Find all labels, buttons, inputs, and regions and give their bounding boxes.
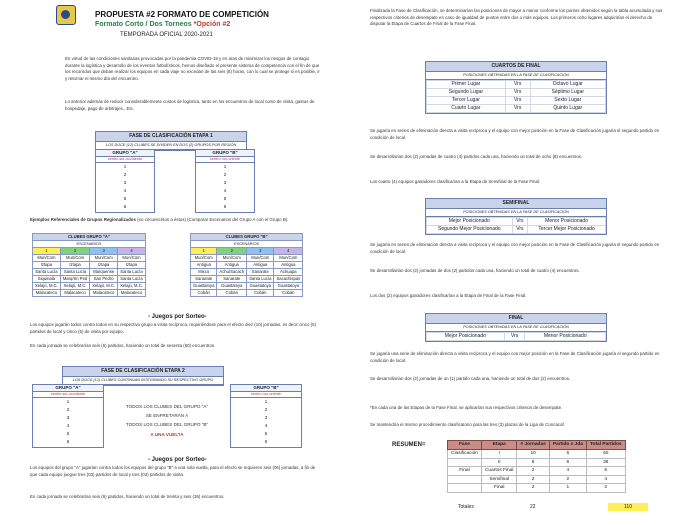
slot-number: 4	[66, 423, 70, 429]
una-vuelta-label: A UNA VUELTA	[150, 432, 184, 437]
club-cell: Iztapa	[90, 262, 118, 269]
team-cell: Sexto Lugar	[530, 96, 605, 104]
final-paragraph-3: *En cada una de las Etapas de la Fase Final, se aplicarían sus respectivos criterios de desempate.	[370, 405, 563, 410]
team-cell: Mejor Posicionado	[427, 217, 513, 225]
slot-number: 2	[264, 407, 268, 413]
subtitle-main: Formato Corto / Dos Torneos	[95, 21, 192, 28]
totales-jornadas: 22	[530, 504, 536, 510]
resumen-label: RESUMEN=	[392, 442, 426, 448]
totales-label: Totales	[458, 504, 474, 510]
matchup-line: TODOS LOS CLUBES DEL GRUPO "A"	[125, 404, 209, 409]
group-a-region: centro sur-occidente	[96, 157, 154, 163]
table-cell: 1	[549, 484, 586, 493]
sorteo2-paragraph-1: Los equipos del grupo "A" jugarían contra todos los equipos del grupo "B" a una sola vuelta, para el efecto se requieren seis (06) jornadas, a fin de que cada equipo juegue tres (03) partidos de local y tres (03) partidos de visita.	[30, 465, 316, 477]
matchup-line: SE ENFRETARÁN A	[145, 413, 189, 418]
table-cell: 8	[586, 467, 625, 476]
club-cell: San Pedro	[90, 276, 118, 283]
table-cell: 2	[517, 475, 549, 484]
group-a-title: GRUPO "A"	[96, 150, 154, 157]
totales-partidos: 110	[608, 503, 648, 511]
final-subtitle: POSICIONES OBTENIDAS EN LA FASE DE CLASIFICACIÓN	[426, 324, 606, 332]
etapa1-group-a	[95, 149, 155, 213]
club-cell: Antigua	[191, 262, 217, 269]
slot-number: 1	[123, 164, 127, 170]
club-cell: Guastatoya	[191, 283, 217, 290]
group-b-region: centro nor-oriente	[196, 157, 254, 163]
semifinal-paragraph-3: Los dos (2) equipos ganadores clasificarían a la Etapa de Final de la Fase Final.	[370, 293, 527, 298]
slot-number: 3	[223, 180, 227, 186]
slot-number: 4	[223, 188, 227, 194]
sorteo1-title: - Juegos por Sorteo-	[148, 314, 207, 320]
table-cell: 4	[586, 475, 625, 484]
table-cell: 10	[517, 450, 549, 459]
cuartos-subtitle: POSICIONES OBTENIDAS EN LA FASE DE CLASIFICACIÓN	[426, 72, 606, 80]
table-cell: Semifinal	[481, 475, 517, 484]
final-paragraph-4: Se mantendría el mismo procedimiento clasificatorio para las tres (3) plazas de la Liga de Concacaf.	[370, 422, 565, 427]
subtitle-option: *Opción #2	[193, 21, 231, 28]
club-cell: Mun/Com	[33, 255, 61, 262]
final-paragraph-2: Se desarrollarían dos (2) jornadas de un (1) partido cada una, haciendo un total de dos (2) encuentros.	[370, 376, 571, 381]
right-page	[340, 0, 680, 525]
table-cell: 6	[517, 458, 549, 467]
cuartos-box	[425, 61, 607, 114]
column-header: Etapa	[481, 441, 517, 450]
team-cell: Mejor Posicionado	[427, 332, 505, 340]
semifinal-paragraph-1: Se jugaría en series de eliminación directa a visita recíproca y el equipo con mejor posición en la Fase de Clasificación jugaría el segundo partido en condición de local.	[370, 242, 660, 254]
team-cell: Segundo Lugar	[427, 88, 506, 96]
table-cell: 4	[549, 467, 586, 476]
escenario-col: 3	[90, 248, 118, 255]
club-cell: Marq/Sn Ped	[60, 276, 89, 283]
slot-number: 2	[66, 407, 70, 413]
etapa1-title: FASE DE CLASIFICACIÓN ETAPA 1	[96, 132, 246, 142]
slot-number: 1	[264, 399, 268, 405]
etapa2-header	[62, 366, 224, 386]
etapa2-matchup-text	[112, 402, 222, 429]
page-title: PROPUESTA #2 FORMATO DE COMPETICIÓN	[95, 10, 269, 19]
ejemplos-line	[30, 217, 340, 224]
club-cell: Malacateco	[118, 290, 146, 297]
column-header: Total Partidos	[586, 441, 625, 450]
club-cell: Mixco	[191, 269, 217, 276]
clubs-a-escenarios: ESCENARIOS	[33, 241, 146, 248]
group-b-slots	[196, 163, 254, 211]
sorteo1-paragraph-2: En cada jornada se celebrarían seis (6) partidos, haciendo un total de sesenta (60) encuentros.	[30, 343, 216, 348]
final-title: FINAL	[426, 314, 606, 324]
club-cell: Santa Lucía	[33, 269, 61, 276]
team-cell: Primer Lugar	[427, 80, 506, 88]
club-cell: Sacachispas	[274, 276, 303, 283]
club-cell: Mun/Com	[247, 255, 274, 262]
slot-number: 4	[123, 188, 127, 194]
club-cell: Mun/Com	[90, 255, 118, 262]
table-cell: 36	[586, 458, 625, 467]
season-label: TEMPORADA OFICIAL 2020-2021	[120, 32, 213, 38]
club-cell: Antigua	[274, 262, 303, 269]
table-cell	[448, 484, 482, 493]
group-b-slots	[231, 398, 301, 446]
club-cell: Antigua	[247, 262, 274, 269]
column-header: Partido x Jda	[549, 441, 586, 450]
club-cell: Cobán	[191, 290, 217, 297]
escenario-col: 3	[247, 248, 274, 255]
club-cell: Xelajú, M.C.	[118, 283, 146, 290]
sorteo1-paragraph-1: Los equipos jugarán todos contra todos en su respectivo grupo a visita recíproca, requiriéndose para el efecto diez (10) jornadas, es decir cinco (5) partidos de local y cinco (5) de visita por equipo.	[30, 322, 317, 334]
team-cell: Segundo Mejor Posicionado	[427, 225, 513, 233]
vrs-cell: Vrs	[512, 225, 528, 233]
vrs-cell: Vrs	[505, 104, 530, 112]
table-cell: 6	[549, 458, 586, 467]
vrs-cell: Vrs	[505, 80, 530, 88]
table-cell: 6	[549, 450, 586, 459]
vrs-cell: Vrs	[505, 96, 530, 104]
table-cell: 2	[586, 484, 625, 493]
table-cell: 2	[517, 484, 549, 493]
semifinal-subtitle: POSICIONES OBTENIDAS EN LA FASE DE CLASIFICACIÓN	[426, 209, 606, 217]
resumen-table	[447, 440, 626, 493]
cuartos-paragraph-3: Los cuatro (4) equipos ganadores clasificarían a la Etapa de Semifinal de la Fase Final.	[370, 179, 541, 184]
table-cell: I	[481, 450, 517, 459]
slot-number: 3	[66, 415, 70, 421]
group-b-region: centro nor-oriente	[231, 392, 301, 398]
group-a-title: GRUPO "A"	[33, 385, 103, 392]
slot-number: 4	[264, 423, 268, 429]
column-header: # Jornadas	[517, 441, 549, 450]
final-paragraph-1: Se jugaría una serie de eliminación directa a visita recíproca y el equipo con mejor posición en la Fase de Clasificación jugaría el segundo partido en condición de local.	[370, 351, 660, 363]
table-cell: II	[481, 458, 517, 467]
etapa1-subtitle: LOS DOCE (12) CLUBES SE DIVIDEN EN DOS (2) GRUPOS POR REGIÓN	[96, 142, 246, 150]
sorteo2-paragraph-2: En cada jornada se celebrarían seis (6) partidos, haciendo un total de treinta y seis (36) encuentros.	[30, 494, 225, 499]
table-cell	[448, 458, 482, 467]
club-cell: Guastatoya	[247, 283, 274, 290]
slot-number: 3	[264, 415, 268, 421]
club-cell: Iztapa	[33, 262, 61, 269]
slot-number: 3	[123, 180, 127, 186]
slot-number: 1	[223, 164, 227, 170]
group-b-title: GRUPO "B"	[196, 150, 254, 157]
club-cell: Cobán	[217, 290, 247, 297]
club-cell: Marquense	[90, 269, 118, 276]
club-cell: Santa Lucía	[118, 276, 146, 283]
club-cell: Santa Lucía	[118, 269, 146, 276]
final-box	[425, 313, 607, 342]
slot-number: 2	[123, 172, 127, 178]
intro-paragraph-1: En virtud de las condiciones sanitarias provocadas por la pandemia COVID-19 y en aras de minimizar los riesgos de contagio durante la logística y desarrollo de los eventos futbolísticos, hemos diseñado el presente sistema de competencia con el fin de que los recorridos que deban realizar los equipos en cada viaje no excedan de las seis (6) horas, con lo cual se protege si es posible, ir y retornar el mismo día del encuentro.	[65, 56, 320, 81]
group-b-title: GRUPO "B"	[231, 385, 301, 392]
team-cell: Menor Posicionado	[528, 217, 606, 225]
slot-number: 5	[223, 196, 227, 202]
fase-final-intro: Finalizada la Fase de Clasificación, se determinarían las posiciones de mayor a menor conforme los puntos obtenidos según la tabla acumulada y sus respectivos criterios de desempate en caso de igualdad de puntos entre dos o más equipos. Los primeros ocho lugares adquirirían el derecho de disputar la Etapa de Cuartos de Final de la Fase Final.	[370, 8, 663, 27]
vrs-cell: Vrs	[504, 332, 525, 340]
team-cell: Menor Posicionado	[525, 332, 606, 340]
slot-number: 6	[66, 439, 70, 445]
etapa2-group-b	[230, 384, 302, 448]
vrs-cell: Vrs	[505, 88, 530, 96]
club-cell: Mun/Com	[274, 255, 303, 262]
final-table	[426, 332, 606, 341]
club-cell: Santa Lucía	[60, 269, 89, 276]
slot-number: 1	[66, 399, 70, 405]
club-cell: Xelajú, M.C.	[60, 283, 89, 290]
etapa2-group-a	[32, 384, 104, 448]
semifinal-title: SEMIFINAL	[426, 199, 606, 209]
table-cell: Final	[481, 484, 517, 493]
club-cell: Sanarate	[191, 276, 217, 283]
clubs-group-b-table	[190, 233, 303, 297]
team-cell: Cuarto Lugar	[427, 104, 506, 112]
group-a-region: centro sur-occidente	[33, 392, 103, 398]
club-cell: Iztapa	[60, 262, 89, 269]
clubs-group-a-table	[32, 233, 146, 297]
club-cell: Malacateco	[90, 290, 118, 297]
ejemplos-note: (no circunscritos a éstos) (Comparar Escenarios del Grupo A con el Grupo B).	[137, 217, 289, 222]
intro-paragraph-2: Lo anterior además de reducir considerablemente costos de logística, tanto en los encuentros de local como de visita, gastos de hospedaje, pago de arbitrajes., Etc.	[65, 99, 315, 111]
federation-logo-icon	[56, 5, 76, 25]
slot-number: 6	[264, 439, 268, 445]
clubs-b-escenarios: ESCENARIOS	[191, 241, 303, 248]
club-cell: Iztapa	[118, 262, 146, 269]
club-cell: Santa Lucía	[247, 276, 274, 283]
team-cell: Tercer Mejor Posicionado	[528, 225, 606, 233]
escenario-col: 4	[118, 248, 146, 255]
club-cell: Siquinalá	[33, 276, 61, 283]
cuartos-paragraph-1: Se jugaría en series de eliminación directa a visita recíproca y el equipo con mejor posición en la Fase de Clasificación jugaría el segundo partido en condición de local.	[370, 128, 660, 140]
page-subtitle	[95, 20, 230, 29]
sorteo2-title: - Juegos por Sorteo-	[148, 457, 207, 463]
team-cell: Octavo Lugar	[530, 80, 605, 88]
cuartos-title: CUARTOS DE FINAL	[426, 62, 606, 72]
club-cell: Mun/Com	[191, 255, 217, 262]
club-cell: Guastatoya	[217, 283, 247, 290]
table-cell: 60	[586, 450, 625, 459]
club-cell: Achuapa	[274, 269, 303, 276]
etapa1-group-b	[195, 149, 255, 213]
escenario-col: 4	[274, 248, 303, 255]
semifinal-box	[425, 198, 607, 235]
escenario-col: 2	[60, 248, 89, 255]
etapa2-title: FASE DE CLASIFICACIÓN ETAPA 2	[63, 367, 223, 377]
club-cell: Mun/Com	[60, 255, 89, 262]
team-cell: Séptimo Lugar	[530, 88, 605, 96]
slot-number: 2	[223, 172, 227, 178]
group-a-slots	[33, 398, 103, 446]
club-cell: Guastatoya	[274, 283, 303, 290]
club-cell: Xelajú, M.C.	[33, 283, 61, 290]
etapa2-subtitle: LOS DOCE (12) CLUBES CONTINÚAN INTEGRANDO SU RESPECTIVO GRUPO	[63, 377, 223, 385]
escenario-col: 1	[191, 248, 217, 255]
cuartos-paragraph-2: Se desarrollarían dos (2) jornadas de cuatro (4) partidos cada una, haciendo un total de ocho (8) encuentros.	[370, 154, 583, 159]
club-cell: Sanarate	[217, 276, 247, 283]
club-cell: Mun/Com	[118, 255, 146, 262]
etapa1-header	[95, 131, 247, 151]
table-cell: Clasificación	[448, 450, 482, 459]
table-cell: 2	[517, 467, 549, 476]
table-cell: Cuartos Final	[481, 467, 517, 476]
team-cell: Tercer Lugar	[427, 96, 506, 104]
matchup-line: TODOS LOS CLUBES DEL GRUPO "B"	[125, 422, 209, 427]
club-cell: Sanarate	[247, 269, 274, 276]
vrs-cell: Vrs	[512, 217, 528, 225]
team-cell: Quinto Lugar	[530, 104, 605, 112]
club-cell: Malacateco	[60, 290, 89, 297]
slot-number: 5	[123, 196, 127, 202]
semifinal-paragraph-2: Se desarrollarían dos (2) jornadas de dos (2) partidos cada una, haciendo un total de cuatro (4) encuentros.	[370, 268, 580, 273]
club-cell: Malacateco	[33, 290, 61, 297]
table-cell	[448, 475, 482, 484]
club-cell: Achu/Sacach	[217, 269, 247, 276]
ejemplos-label: Ejemplos Referenciales de Grupos Regionalizados	[30, 217, 136, 222]
column-header: Fase	[448, 441, 482, 450]
cuartos-table	[426, 80, 606, 113]
club-cell: Cobán	[274, 290, 303, 297]
club-cell: Cobán	[247, 290, 274, 297]
table-cell: Final	[448, 467, 482, 476]
escenario-col: 1	[33, 248, 61, 255]
clubs-b-title: CLUBES GRUPO "B"	[191, 234, 303, 241]
group-a-slots	[96, 163, 154, 211]
escenario-col: 2	[217, 248, 247, 255]
club-cell: Antigua	[217, 262, 247, 269]
slot-number: 6	[123, 204, 127, 210]
semifinal-table	[426, 217, 606, 234]
slot-number: 5	[66, 431, 70, 437]
slot-number: 6	[223, 204, 227, 210]
club-cell: Xelajú, M.C.	[90, 283, 118, 290]
table-cell: 2	[549, 475, 586, 484]
club-cell: Mun/Com	[217, 255, 247, 262]
slot-number: 5	[264, 431, 268, 437]
clubs-a-title: CLUBES GRUPO "A"	[33, 234, 146, 241]
